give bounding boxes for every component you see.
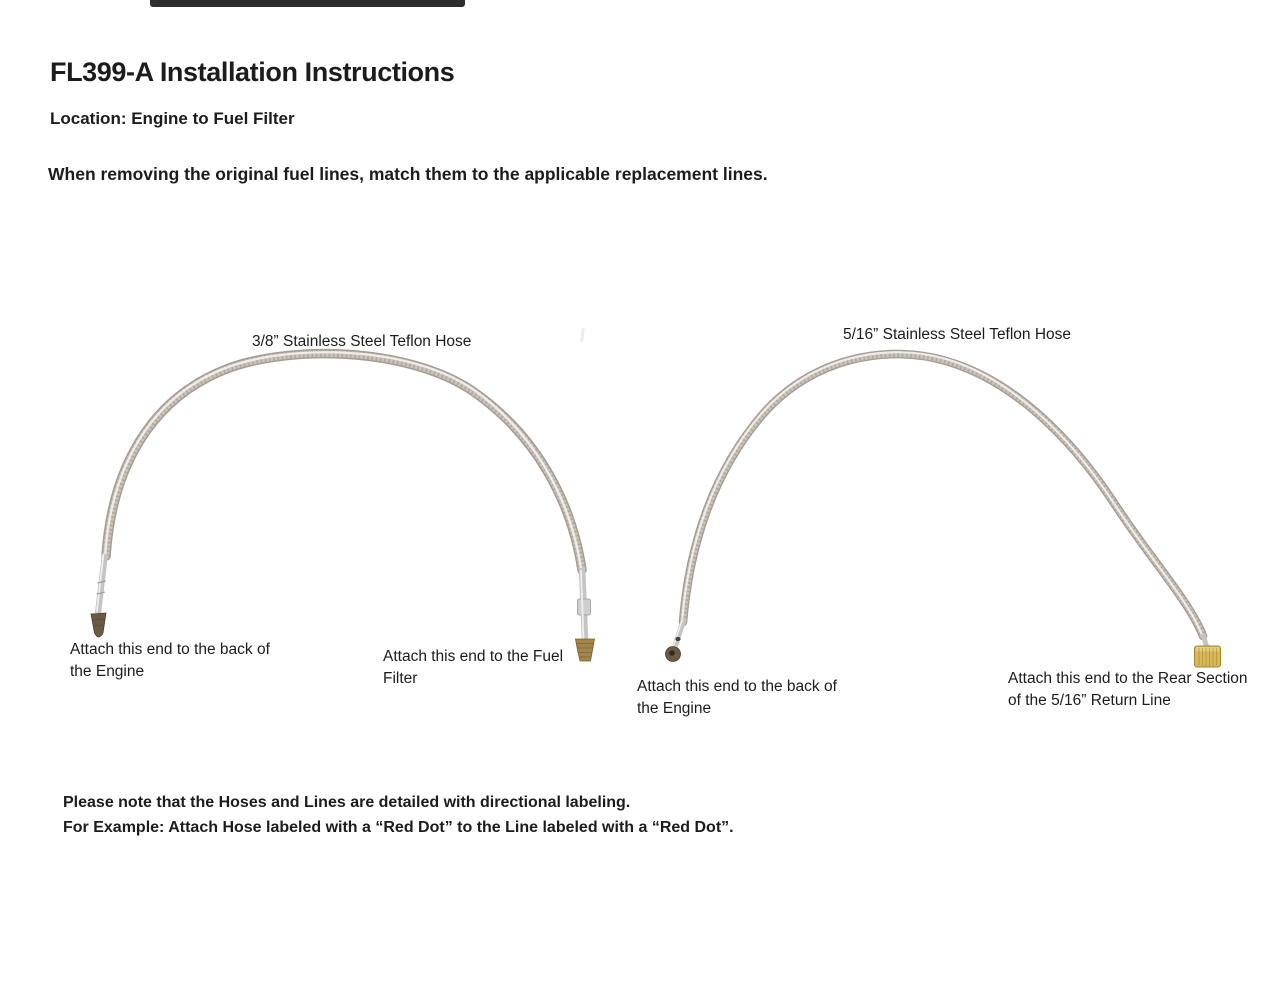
- page-title: FL399-A Installation Instructions: [50, 57, 455, 87]
- hose-3-8-illustration: [91, 352, 595, 661]
- label-line: Attach this end to the back of: [637, 678, 837, 695]
- hose-5-16-engine-end-label: [637, 676, 837, 720]
- hose-3-8-engine-end-label: [70, 639, 270, 683]
- hose-5-16-illustration: [666, 352, 1221, 667]
- directional-labeling-note: [63, 791, 734, 840]
- label-line: the Engine: [637, 700, 712, 717]
- intro-line: When removing the original fuel lines, match them to the applicable replacement lines.: [48, 164, 768, 184]
- tube-open-end: [675, 637, 680, 641]
- brass-threaded-fitting: [576, 639, 595, 661]
- note-line-1: Please note that the Hoses and Lines are detailed with directional labeling.: [63, 794, 631, 811]
- label-line: Attach this end to the Rear Section: [1008, 670, 1248, 687]
- label-line: Attach this end to the Fuel: [383, 648, 564, 665]
- label-line: of the 5/16” Return Line: [1008, 692, 1171, 709]
- hose-3-8-fuel-filter-end-label: [383, 646, 563, 690]
- hose-5-16-return-line-end-label: [1008, 668, 1248, 712]
- return-line-end-fitting-5-16: [1195, 634, 1221, 667]
- engine-end-fitting-3-8: [91, 554, 106, 637]
- location-line: Location: Engine to Fuel Filter: [50, 109, 295, 128]
- label-line: Attach this end to the back of: [70, 641, 270, 658]
- hose-3-8-caption: 3/8” Stainless Steel Teflon Hose: [252, 333, 472, 350]
- fuel-filter-end-fitting-3-8: [576, 568, 595, 661]
- engine-end-fitting-5-16: [666, 619, 685, 662]
- label-line: Filter: [383, 670, 418, 687]
- hose-5-16-caption: 5/16” Stainless Steel Teflon Hose: [843, 326, 1072, 343]
- label-line: the Engine: [70, 663, 145, 680]
- note-line-2: For Example: Attach Hose labeled with a “Red Dot” to the Line labeled with a “Red Dot”.: [63, 818, 734, 836]
